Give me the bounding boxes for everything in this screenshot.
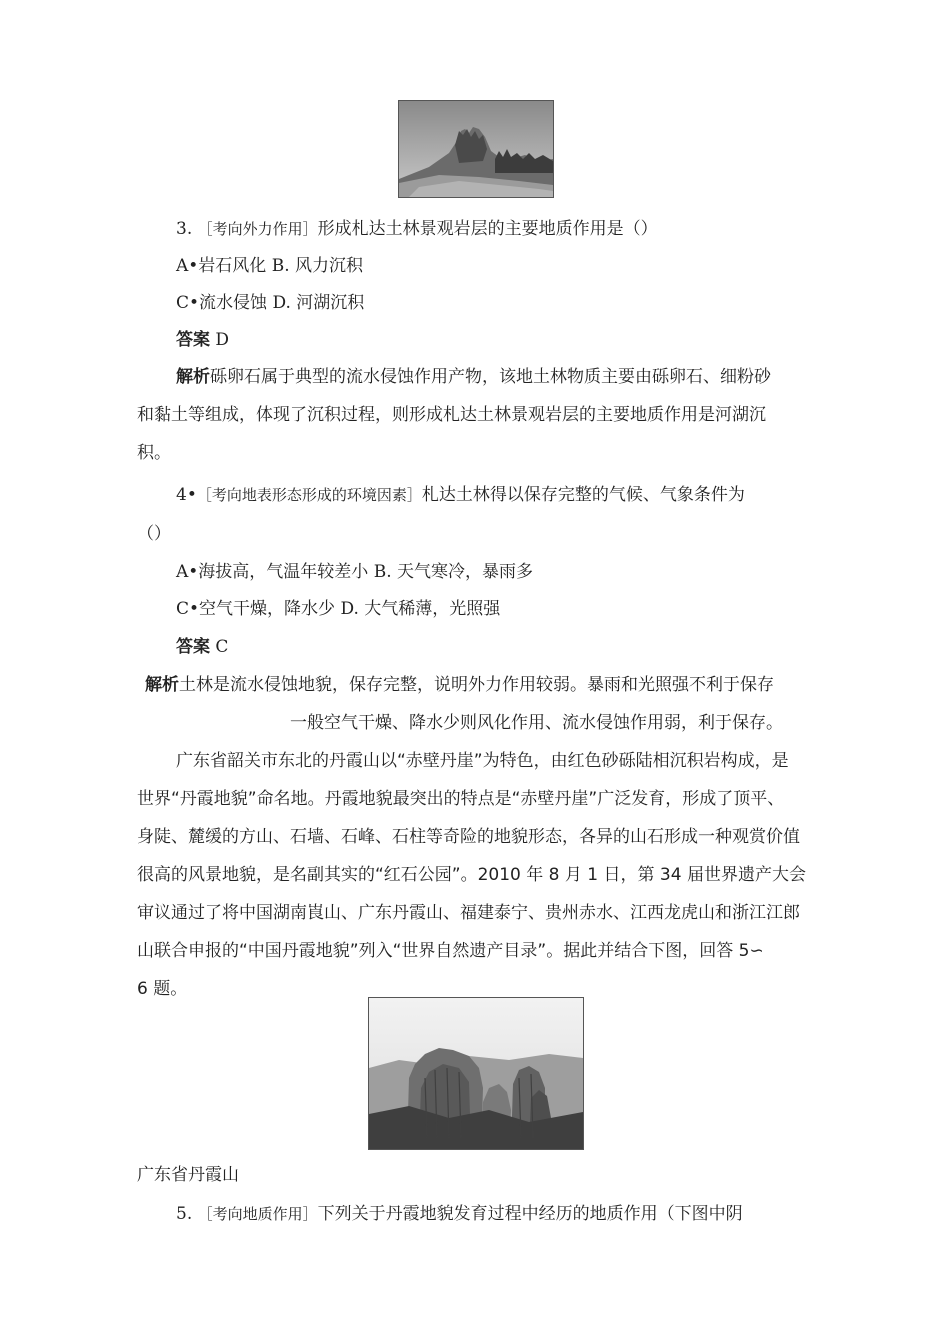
passage-line-3: 身陡、麓缓的方山、石墙、石峰、石柱等奇险的地貌形态，各异的山石形成一种观赏价值 (137, 827, 800, 847)
danxia-mountain-photo (368, 997, 584, 1150)
q3-stem-line (176, 218, 658, 240)
q3-answer-value: D (215, 330, 230, 350)
q3-analysis-line-3: 积。 (137, 443, 171, 463)
q3-answer-label: 答案 (176, 330, 210, 350)
q3-tag: ［考向外力作用］ (197, 220, 318, 238)
q5-stem-line (176, 1203, 743, 1225)
q5-stem: 下列关于丹霞地貌发育过程中经历的地质作用（下图中阴 (317, 1204, 743, 1224)
figure-caption: 广东省丹霞山 (137, 1165, 239, 1185)
passage-line-4: 很高的风景地貌，是名副其实的“红石公园”。2010 年 8 月 1 日，第 34 届世界遗产大会 (137, 865, 806, 885)
q3-options-cd: C•流水侵蚀 D. 河湖沉积 (176, 293, 365, 313)
q3-analysis-text-1: 砾卵石属于典型的流水侵蚀作用产物，该地土林物质主要由砾卵石、细粉砂 (210, 367, 771, 387)
zanda-earth-forest-photo (398, 100, 554, 198)
q3-number: 3. (176, 219, 193, 239)
q3-analysis-label: 解析 (176, 367, 210, 387)
q4-stem-continuation: （） (137, 524, 171, 544)
q4-analysis-text-1: 土林是流水侵蚀地貌，保存完整，说明外力作用较弱。暴雨和光照强不利于保存 (179, 675, 774, 695)
q4-stem: 札达土林得以保存完整的气候、气象条件为 (421, 485, 745, 505)
passage-line-2: 世界“丹霞地貌”命名地。丹霞地貌最突出的特点是“赤壁丹崖”广泛发育，形成了顶平、 (137, 789, 785, 809)
q3-analysis-line-2: 和黏土等组成，体现了沉积过程，则形成札达土林景观岩层的主要地质作用是河湖沉 (137, 405, 766, 425)
q4-answer (176, 636, 228, 658)
q4-number: 4• (176, 485, 197, 505)
passage-line-7: 6 题。 (137, 979, 188, 999)
q4-options-ab: A•海拔高，气温年较差小 B. 天气寒冷，暴雨多 (176, 562, 534, 582)
q3-answer (176, 329, 229, 351)
q4-answer-label: 答案 (176, 637, 210, 657)
q5-tag: ［考向地质作用］ (197, 1205, 318, 1223)
q4-tag: ［考向地表形态形成的环境因素］ (196, 486, 422, 504)
q4-analysis-line-2: 一般空气干燥、降水少则风化作用、流水侵蚀作用弱，利于保存。 (290, 713, 783, 733)
passage-line-1: 广东省韶关市东北的丹霞山以“赤壁丹崖”为特色，由红色砂砾陆相沉积岩构成，是 (176, 751, 789, 771)
q4-answer-value: C (215, 637, 229, 657)
q4-options-cd: C•空气干燥，降水少 D. 大气稀薄，光照强 (176, 599, 501, 619)
q4-stem-line (176, 484, 745, 506)
q3-stem: 形成札达土林景观岩层的主要地质作用是（） (317, 219, 658, 239)
q4-analysis-label: 解析 (145, 675, 179, 695)
passage-line-6: 山联合申报的“中国丹霞地貌”列入“世界自然遗产目录”。据此并结合下图，回答 5∽ (137, 941, 764, 961)
q4-analysis-line-1 (145, 674, 774, 696)
q3-options-ab: A•岩石风化 B. 风力沉积 (176, 256, 364, 276)
q3-analysis-line-1 (176, 366, 771, 388)
passage-line-5: 审议通过了将中国湖南崀山、广东丹霞山、福建泰宁、贵州赤水、江西龙虎山和浙江江郎 (137, 903, 800, 923)
q5-number: 5. (176, 1204, 193, 1224)
